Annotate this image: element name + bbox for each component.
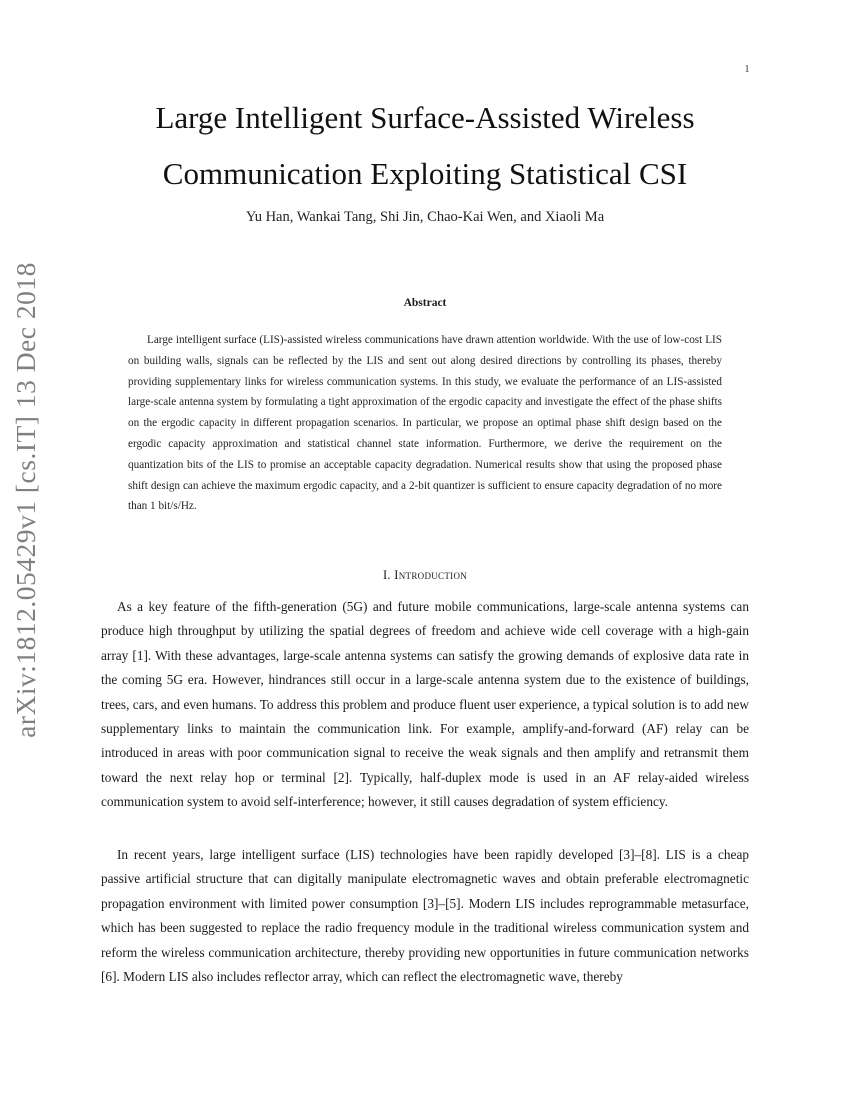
arxiv-identifier-stamp	[2, 220, 50, 780]
arxiv-identifier-text: arXiv:1812.05429v1 [cs.IT] 13 Dec 2018	[10, 262, 41, 738]
section-heading-introduction	[100, 568, 750, 583]
introduction-paragraph-2: In recent years, large intelligent surface (LIS) technologies have been rapidly developed [3]–[8]. LIS is a cheap passive artificial structure that can digitally manipulate electromagnetic waves and obtain preferable electromagnetic propagation environment with limited power consumption [3]–[5]. Modern LIS includes reprogrammable metasurface, which has been suggested to replace the radio frequency module in the traditional wireless communication system and reform the wireless communication architecture, thereby providing new opportunities in future communication networks [6]. Modern LIS also includes reflector array, which can reflect the electromagnetic wave, thereby	[101, 847, 749, 985]
paper-title: Large Intelligent Surface-Assisted Wireless Communication Exploiting Statistical CSI	[155, 100, 695, 191]
section-number: I.	[382, 568, 391, 582]
abstract-heading: Abstract	[403, 297, 447, 309]
introduction-paragraph-1: As a key feature of the fifth-generation (5G) and future mobile communications, large-scale antenna systems can produce high throughput by utilizing the spatial degrees of freedom and achieve wide cell coverage with a high-gain array [1]. With these advantages, large-scale antenna systems can satisfy the growing demands of explosive data rate in the coming 5G era. However, hindrances still occur in a large-scale antenna system due to the existence of buildings, trees, cars, and even humans. To address this problem and produce fluent user experience, a typical solution is to add new supplementary links to maintain the communication link. For example, amplify-and-forward (AF) relay can be introduced in areas with poor communication signal to receive the weak signals and then amplify and retransmit them toward the next relay hop or terminal [2]. Typically, half-duplex mode is used in an AF relay-aided wireless communication system to avoid self-interference; however, it still causes degradation of system efficiency.	[101, 599, 749, 810]
page-number: 1	[744, 64, 750, 75]
author-list: Yu Han, Wankai Tang, Shi Jin, Chao-Kai Wen, and Xiaoli Ma	[245, 209, 605, 225]
abstract-text: Large intelligent surface (LIS)-assisted wireless communications have drawn attention worldwide. With the use of low-cost LIS on building walls, signals can be reflected by the LIS and sent out along desired directions by controlling its phases, thereby providing supplementary links for wireless communication systems. In this study, we evaluate the performance of an LIS-assisted large-scale antenna system by formulating a tight approximation of the ergodic capacity and investigate the effect of the phase shifts on the ergodic capacity in different propagation scenarios. In particular, we propose an optimal phase shift design based on the ergodic capacity approximation and statistical channel state information. Furthermore, we derive the requirement on the quantization bits of the LIS to promise an acceptable capacity degradation. Numerical results show that using the proposed phase shift design can achieve the maximum ergodic capacity, and a 2-bit quantizer is sufficient to ensure capacity degradation of no more than 1 bit/s/Hz.	[128, 334, 722, 513]
section-title: Introduction	[394, 568, 468, 582]
